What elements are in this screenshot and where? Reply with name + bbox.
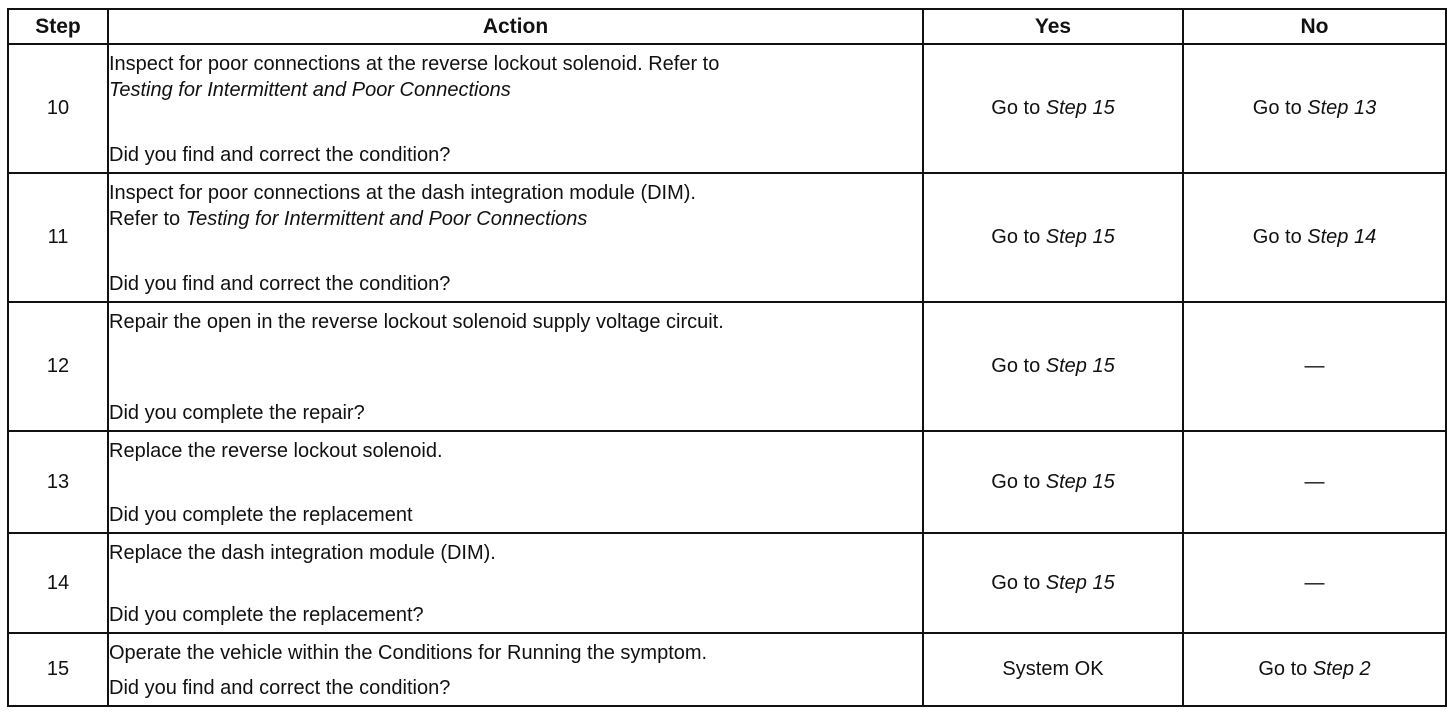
step-number: 15 (8, 633, 108, 706)
yes-result: Go to Step 15 (923, 173, 1183, 302)
action-cell: Inspect for poor connections at the dash integration module (DIM). Refer to Testing for Intermittent and Poor Connections Did you find and correct the condition? (108, 173, 923, 302)
header-no: No (1183, 9, 1446, 44)
action-cell (108, 302, 923, 431)
no-step-link[interactable]: Step 14 (1307, 226, 1377, 248)
no-result: Go to Step 2 (1183, 633, 1446, 706)
table-row (8, 533, 1446, 633)
action-question: Did you find and correct the condition? (109, 273, 451, 295)
table-row (8, 173, 1446, 302)
action-cell (108, 633, 923, 706)
step-number: 12 (8, 302, 108, 431)
step-number: 11 (8, 173, 108, 302)
action-text: Operate the vehicle within the Conditions for Running the symptom. (109, 642, 708, 664)
no-result: — (1183, 431, 1446, 533)
action-cell (108, 431, 923, 533)
table-row (8, 633, 1446, 706)
action-reference: Testing for Intermittent and Poor Connections (109, 79, 511, 101)
yes-result: Go to Step 15 (923, 533, 1183, 633)
action-text: Repair the open in the reverse lockout solenoid supply voltage circuit. (109, 311, 724, 333)
header-yes: Yes (923, 9, 1183, 44)
yes-step-link[interactable]: Step 15 (1045, 97, 1115, 119)
no-step-link[interactable]: Step 2 (1312, 658, 1371, 680)
no-result: — (1183, 533, 1446, 633)
action-question: Did you find and correct the condition? (109, 144, 451, 166)
no-result: — (1183, 302, 1446, 431)
yes-result: Go to Step 15 (923, 431, 1183, 533)
action-text: Inspect for poor connections at the reverse lockout solenoid. Refer to (109, 53, 720, 75)
header-row (8, 9, 1446, 44)
yes-step-link[interactable]: Step 15 (1045, 571, 1115, 594)
action-cell (108, 533, 923, 633)
no-result: Go to Step 13 (1183, 44, 1446, 173)
action-reference: Testing for Intermittent and Poor Connections (185, 208, 588, 230)
yes-result: Go to Step 15 (923, 44, 1183, 173)
step-number: 10 (8, 44, 108, 173)
step-number: 14 (8, 533, 108, 633)
yes-step-link[interactable]: Step 15 (1045, 470, 1115, 493)
diagnostic-table (7, 8, 1447, 707)
header-action: Action (108, 9, 923, 44)
table-row (8, 44, 1446, 173)
yes-step-link[interactable]: Step 15 (1045, 355, 1115, 377)
yes-result: Go to Step 15 (923, 302, 1183, 431)
action-text: Replace the reverse lockout solenoid. (109, 440, 443, 462)
table-row (8, 302, 1446, 431)
header-step: Step (8, 9, 108, 44)
table-row (8, 431, 1446, 533)
action-question: Did you complete the repair? (109, 402, 365, 424)
no-result: Go to Step 14 (1183, 173, 1446, 302)
yes-result: System OK (923, 633, 1183, 706)
action-question: Did you find and correct the condition? (109, 677, 451, 699)
action-question: Did you complete the replacement? (109, 604, 424, 626)
yes-step-link[interactable]: Step 15 (1045, 226, 1115, 248)
action-cell (108, 44, 923, 173)
step-number: 13 (8, 431, 108, 533)
no-step-link[interactable]: Step 13 (1307, 97, 1377, 119)
action-text: Inspect for poor connections at the dash integration module (DIM). (109, 182, 696, 204)
action-text: Replace the dash integration module (DIM). (109, 542, 496, 564)
action-question: Did you complete the replacement (109, 504, 413, 526)
